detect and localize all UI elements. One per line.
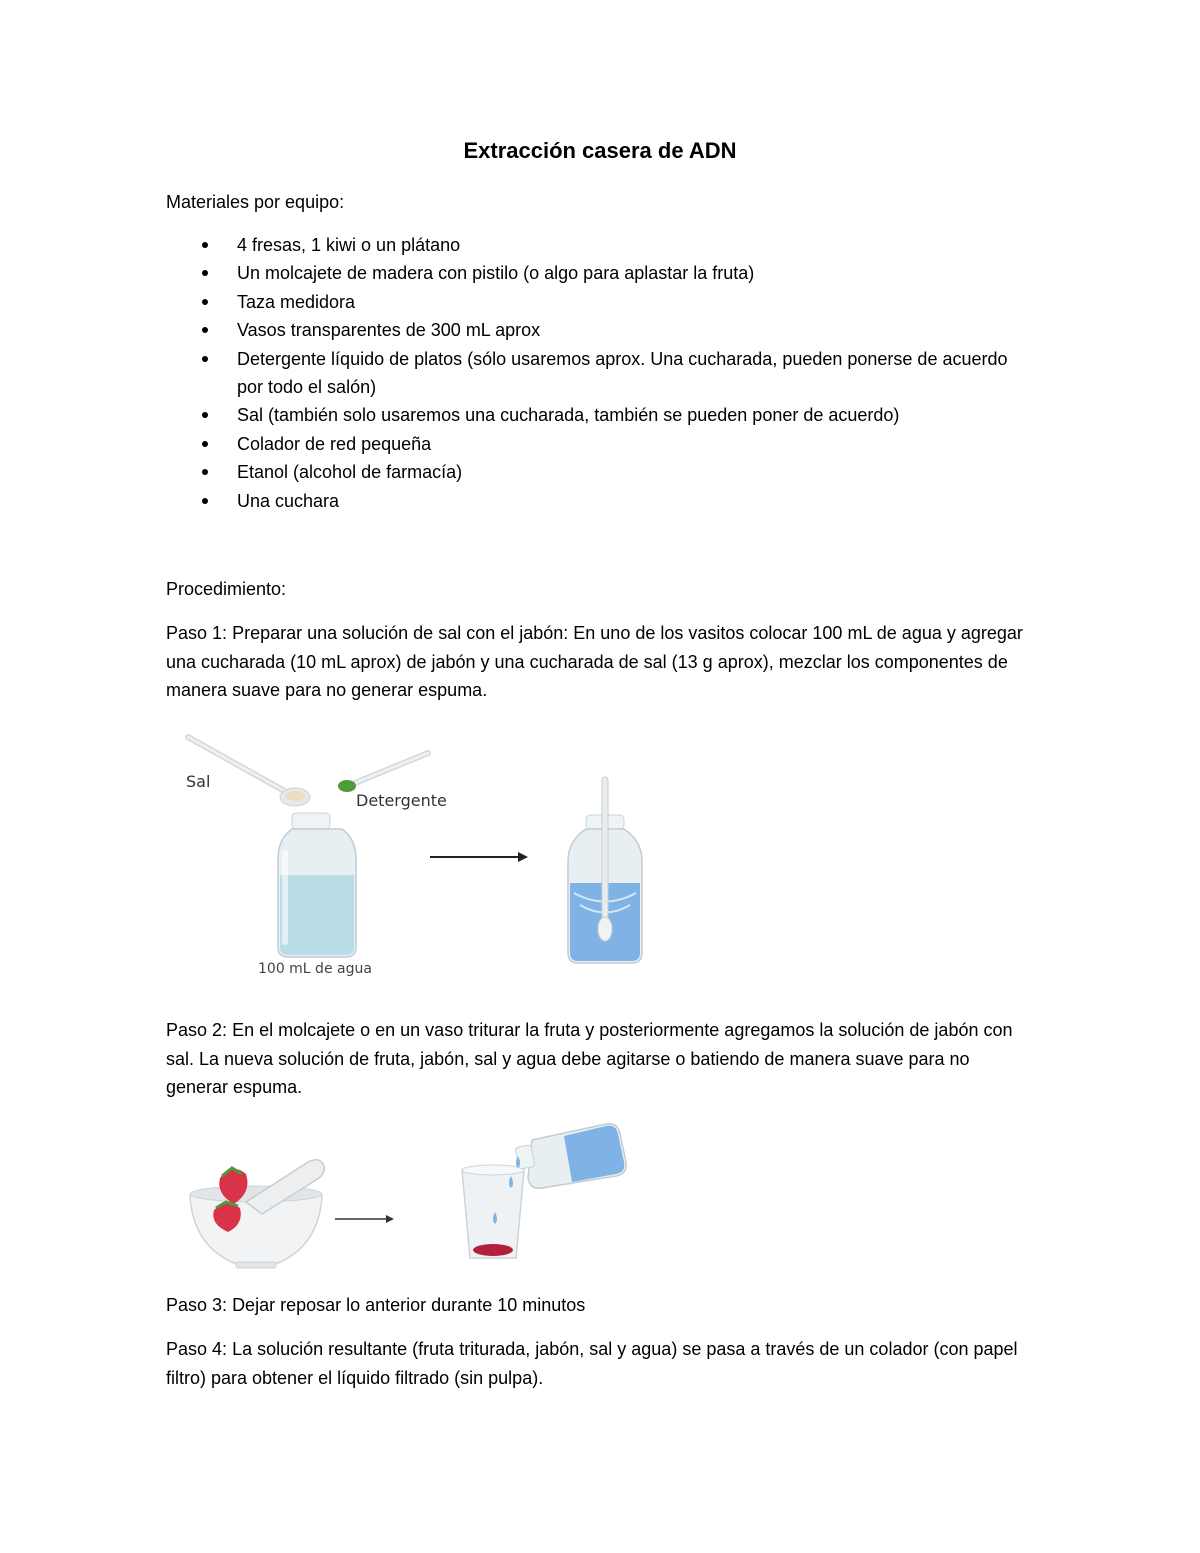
- document-title: Extracción casera de ADN: [463, 138, 737, 163]
- list-item: Una cuchara: [166, 487, 1026, 515]
- list-item: Taza medidora: [166, 288, 1026, 316]
- materials-heading: Materiales por equipo:: [166, 192, 345, 212]
- water-bottle-icon: [278, 813, 356, 957]
- list-item: Etanol (alcohol de farmacía): [166, 458, 1026, 486]
- step-text: En el molcajete o en un vaso triturar la fruta y posteriormente agregamos la solución de jabón con sal. La nueva solución de fruta, jabón, sal y agua debe agitarse o batiendo de manera suave para no generar espuma.: [166, 1020, 1013, 1097]
- bullet-icon: [202, 270, 208, 276]
- list-item: Colador de red pequeña: [166, 430, 1026, 458]
- list-item: Detergente líquido de platos (sólo usaremos aprox. Una cucharada, pueden ponerse de acuerdo por todo el salón): [166, 345, 1026, 402]
- materials-list: [166, 231, 1026, 515]
- step-1-diagram: [170, 715, 690, 985]
- step-2-diagram: [180, 1118, 640, 1278]
- cup-icon: [462, 1165, 524, 1258]
- pouring-bottle-icon: [515, 1124, 626, 1189]
- list-item: Sal (también solo usaremos una cucharada, también se pueden poner de acuerdo): [166, 401, 1026, 429]
- step-2-illustration: [180, 1118, 640, 1278]
- step-label: Paso 2:: [166, 1020, 228, 1040]
- step-text: Dejar reposar lo anterior durante 10 minutos: [232, 1295, 586, 1315]
- step-3-paragraph: [166, 1291, 1026, 1320]
- step-1-paragraph: [166, 619, 1026, 705]
- mixed-bottle-icon: [568, 777, 642, 963]
- step-4-paragraph: [166, 1335, 1026, 1392]
- water-label: 100 mL de agua: [258, 961, 372, 977]
- bullet-icon: [202, 327, 208, 333]
- arrow-right-icon: [430, 852, 528, 862]
- step-text: La solución resultante (fruta triturada, jabón, sal y agua) se pasa a través de un colador (con papel filtro) para obtener el líquido filtrado (sin pulpa).: [166, 1339, 1018, 1388]
- step-text: Preparar una solución de sal con el jabón: En uno de los vasitos colocar 100 mL de agua y agregar una cucharada (10 mL aprox) de jabón y una cucharada de sal (13 g aprox), mezclar los componentes de manera suave para no generar espuma.: [166, 623, 1023, 700]
- salt-label: Sal: [186, 772, 211, 791]
- step-label: Paso 4:: [166, 1339, 228, 1359]
- step-label: Paso 1:: [166, 623, 228, 643]
- step-1-illustration: [170, 715, 690, 985]
- list-item: Un molcajete de madera con pistilo (o algo para aplastar la fruta): [166, 259, 1026, 287]
- bullet-icon: [202, 356, 208, 362]
- bullet-icon: [202, 412, 208, 418]
- detergent-label: Detergente: [356, 791, 447, 810]
- step-2-paragraph: [166, 1016, 1026, 1102]
- procedure-heading: Procedimiento:: [166, 579, 287, 599]
- bullet-icon: [202, 498, 208, 504]
- step-label: Paso 3:: [166, 1295, 228, 1315]
- detergent-spoon-icon: [338, 753, 428, 792]
- bullet-icon: [202, 441, 208, 447]
- bullet-icon: [202, 299, 208, 305]
- list-item: 4 fresas, 1 kiwi o un plátano: [166, 231, 1026, 259]
- bullet-icon: [202, 469, 208, 475]
- mortar-icon: [190, 1160, 324, 1268]
- arrow-right-icon: [335, 1215, 394, 1223]
- bullet-icon: [202, 242, 208, 248]
- list-item: Vasos transparentes de 300 mL aprox: [166, 316, 1026, 344]
